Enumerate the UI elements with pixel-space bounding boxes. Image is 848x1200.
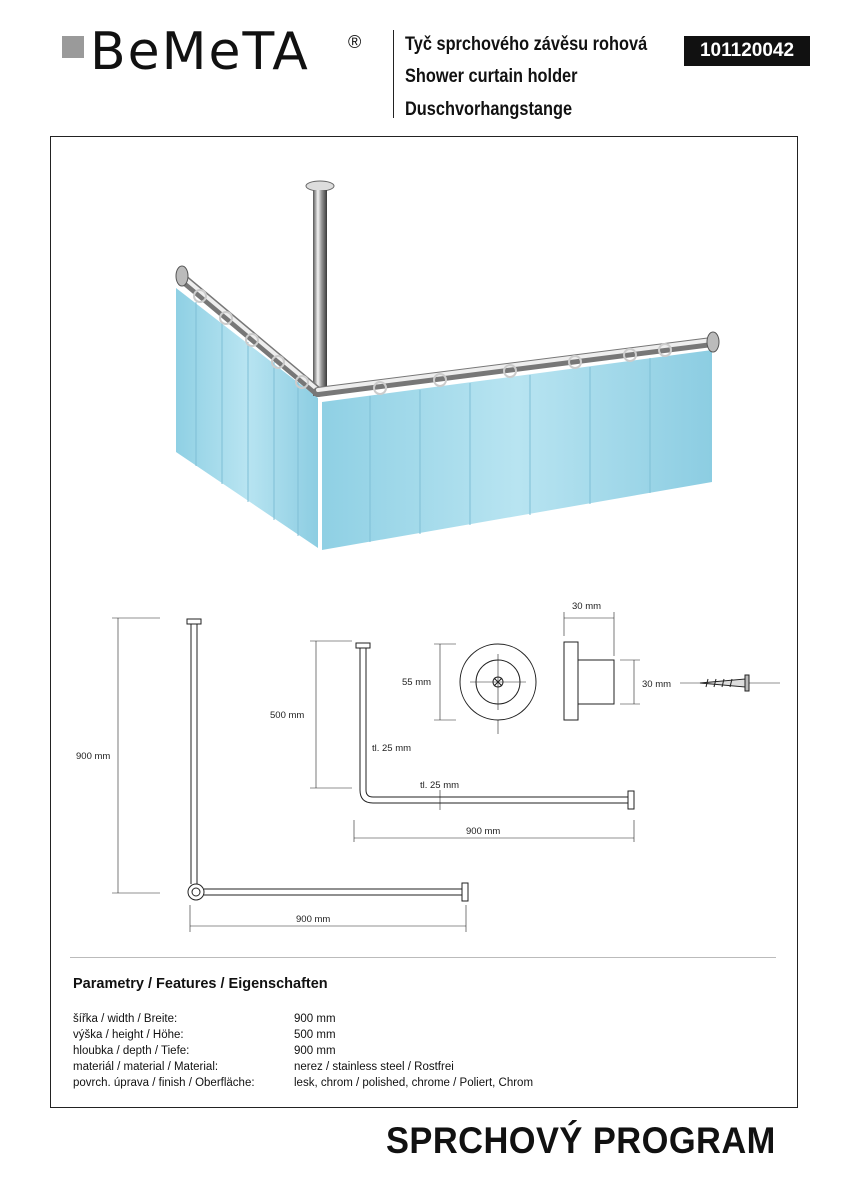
spec-value: nerez / stainless steel / Rostfrei — [294, 1061, 454, 1073]
spec-label: výška / height / Höhe: — [73, 1029, 184, 1041]
flange-side-view — [564, 612, 640, 720]
footer-title: SPRCHOVÝ PROGRAM — [386, 1120, 776, 1161]
drawing-right — [310, 641, 634, 842]
screw-icon — [680, 675, 780, 691]
dim-left-height: 900 mm — [76, 751, 111, 762]
title-german: Duschvorhangstange — [405, 99, 573, 120]
dim-right-width: 900 mm — [466, 826, 501, 837]
dim-flange-depth: 30 mm — [572, 601, 602, 612]
spec-label: hloubka / depth / Tiefe: — [73, 1045, 190, 1057]
spec-row — [73, 1029, 673, 1045]
spec-label: povrch. úprava / finish / Oberfläche: — [73, 1077, 255, 1089]
spec-label: šířka / width / Breite: — [73, 1013, 178, 1025]
spec-value: 900 mm — [294, 1045, 336, 1057]
dim-right-thickness-horizontal: tl. 25 mm — [420, 780, 460, 791]
spec-value: 500 mm — [294, 1029, 336, 1041]
registered-mark: ® — [348, 32, 362, 52]
dim-right-thickness-vertical: tl. 25 mm — [372, 743, 412, 754]
dim-flange-diameter: 55 mm — [402, 677, 432, 688]
title-english: Shower curtain holder — [405, 66, 578, 87]
spec-value: 900 mm — [294, 1013, 336, 1025]
dim-right-height: 500 mm — [270, 710, 305, 721]
dim-left-width: 900 mm — [296, 914, 331, 925]
spec-row — [73, 1045, 673, 1061]
spec-row — [73, 1077, 673, 1093]
spec-label: materiál / material / Material: — [73, 1061, 219, 1073]
spec-row — [73, 1061, 673, 1077]
brand-logo: BeMeTA — [90, 22, 310, 82]
spec-value: lesk, chrom / polished, chrome / Poliert, Chrom — [294, 1077, 534, 1089]
features-title: Parametry / Features / Eigenschaften — [73, 976, 328, 992]
spec-row — [73, 1013, 673, 1029]
title-czech: Tyč sprchového závěsu rohová — [405, 34, 648, 55]
product-code-badge: 101120042 — [684, 36, 810, 66]
flange-front-view — [434, 644, 536, 734]
drawing-left — [112, 618, 468, 932]
section-separator — [70, 957, 776, 958]
dim-flange-height: 30 mm — [642, 679, 672, 690]
